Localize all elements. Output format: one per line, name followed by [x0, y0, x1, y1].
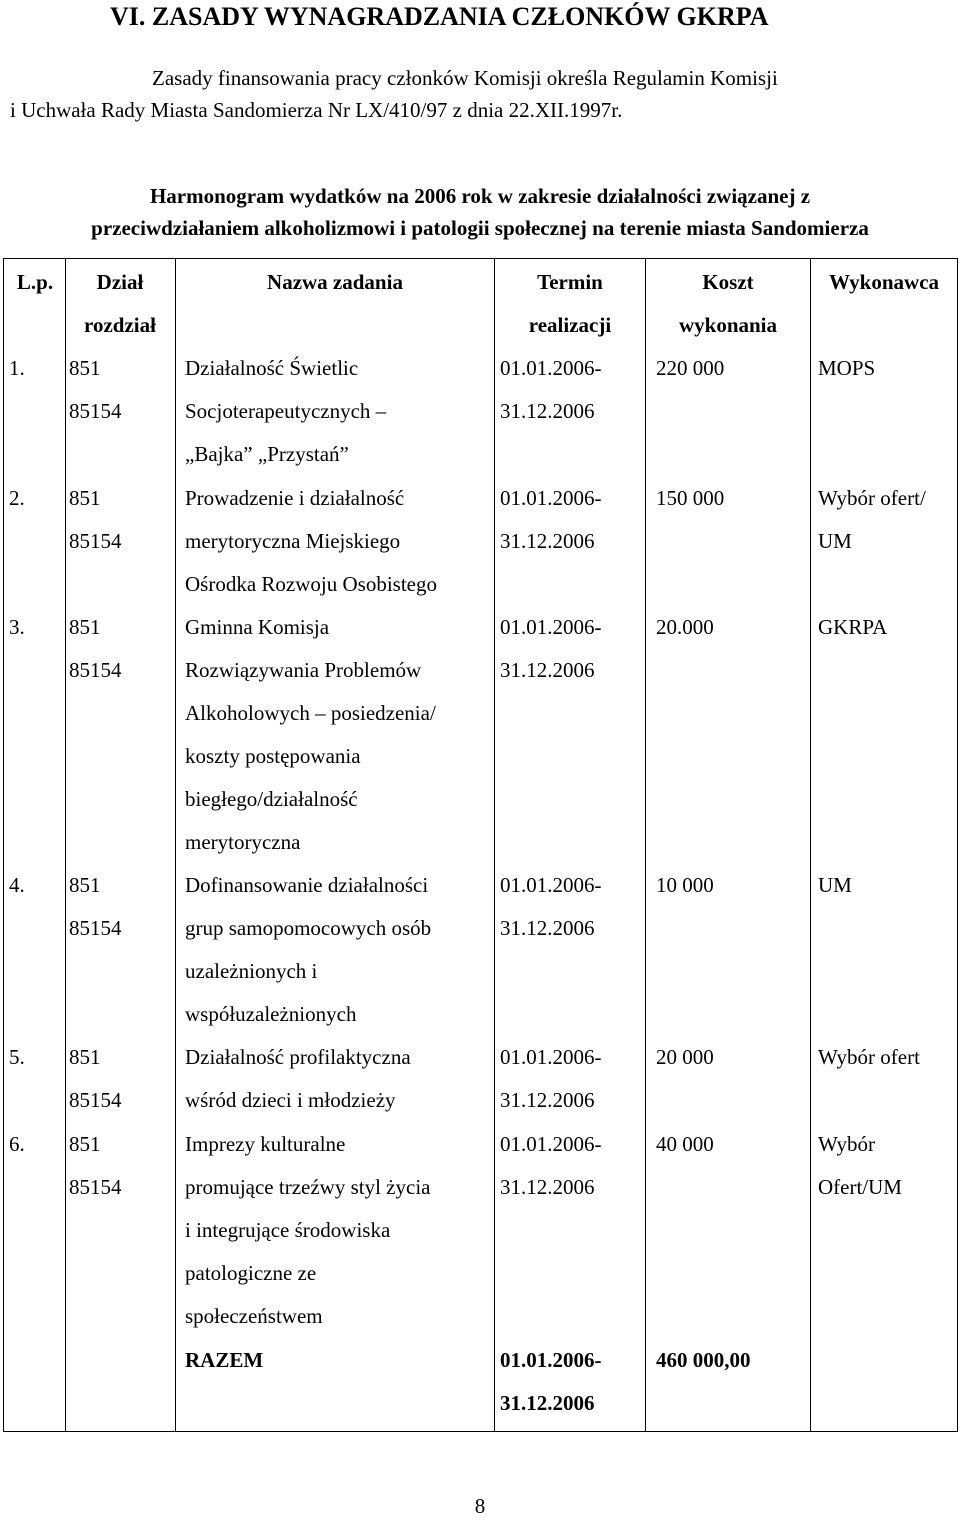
- row-6-nazwa: [185, 1123, 430, 1338]
- termin-do: 31.12.2006: [500, 1175, 595, 1199]
- total-termin-od: 01.01.2006-: [500, 1348, 602, 1372]
- termin-od: 01.01.2006-: [500, 615, 602, 639]
- total-label-text: RAZEM: [185, 1348, 264, 1372]
- wykonawca-line: Ofert/UM: [818, 1175, 902, 1199]
- nazwa-line: Prowadzenie i działalność: [185, 486, 405, 510]
- header-termin-line-2: realizacji: [528, 313, 612, 337]
- row-1-wykonawca: [818, 347, 875, 390]
- nazwa-line: uzależnionych i: [185, 959, 318, 983]
- column-divider: [645, 259, 646, 1431]
- rozdzial-value: 85154: [69, 916, 122, 940]
- row-6-dzial: [69, 1123, 122, 1209]
- nazwa-line: koszty postępowania: [185, 744, 361, 768]
- termin-do: 31.12.2006: [500, 658, 595, 682]
- row-5-dzial: [69, 1036, 122, 1122]
- termin-do: 31.12.2006: [500, 916, 595, 940]
- intro-line-2: i Uchwała Rady Miasta Sandomierza Nr LX/410/97 z dnia 22.XII.1997r.: [10, 98, 623, 122]
- nazwa-line: Działalność profilaktyczna: [185, 1045, 411, 1069]
- lp-value: 2.: [9, 486, 25, 510]
- wykonawca-line: Wybór ofert/: [818, 486, 926, 510]
- row-5-wykonawca: [818, 1036, 920, 1079]
- total-koszt: [656, 1339, 751, 1382]
- koszt-value: 20 000: [656, 1045, 714, 1069]
- lp-value: 4.: [9, 873, 25, 897]
- row-6-lp: [9, 1123, 25, 1166]
- header-koszt-line-2: wykonania: [678, 313, 778, 337]
- nazwa-line: wśród dzieci i młodzieży: [185, 1088, 396, 1112]
- termin-od: 01.01.2006-: [500, 486, 602, 510]
- koszt-value: 20.000: [656, 615, 714, 639]
- dzial-value: 851: [69, 356, 101, 380]
- lp-value: 6.: [9, 1132, 25, 1156]
- row-2-nazwa: [185, 477, 437, 606]
- dzial-value: 851: [69, 615, 101, 639]
- header-koszt: [646, 261, 810, 347]
- header-dzial-line-2: rozdział: [84, 313, 156, 337]
- nazwa-line: merytoryczna Miejskiego: [185, 529, 401, 553]
- row-3-dzial: [69, 606, 122, 692]
- nazwa-line: Socjoterapeutycznych –: [185, 399, 387, 423]
- header-wykonawca-text: Wykonawca: [828, 270, 940, 294]
- total-termin: [500, 1339, 602, 1425]
- row-4-wykonawca: [818, 864, 852, 907]
- expense-schedule-table: [3, 258, 958, 1432]
- rozdzial-value: 85154: [69, 658, 122, 682]
- nazwa-line: i integrujące środowiska: [185, 1218, 391, 1242]
- termin-od: 01.01.2006-: [500, 1045, 602, 1069]
- column-divider: [494, 259, 495, 1431]
- section-heading: VI. ZASADY WYNAGRADZANIA CZŁONKÓW GKRPA: [110, 2, 769, 31]
- row-3-koszt: [656, 606, 714, 649]
- header-wykonawca: [811, 261, 957, 304]
- header-dzial-line-1: Dział: [96, 270, 144, 294]
- koszt-value: 10 000: [656, 873, 714, 897]
- total-koszt-value: 460 000,00: [656, 1348, 751, 1372]
- termin-od: 01.01.2006-: [500, 873, 602, 897]
- row-4-nazwa: [185, 864, 431, 1036]
- row-3-termin: [500, 606, 602, 692]
- header-dzial: [66, 261, 174, 347]
- wykonawca-line: UM: [818, 529, 852, 553]
- column-divider: [65, 259, 66, 1431]
- total-label: [185, 1339, 263, 1382]
- nazwa-line: Gminna Komisja: [185, 615, 330, 639]
- wykonawca-line: MOPS: [818, 356, 876, 380]
- koszt-value: 40 000: [656, 1132, 714, 1156]
- rozdzial-value: 85154: [69, 1088, 122, 1112]
- row-3-nazwa: [185, 606, 436, 864]
- column-divider: [175, 259, 176, 1431]
- wykonawca-line: UM: [818, 873, 852, 897]
- nazwa-line: współuzależnionych: [185, 1002, 357, 1026]
- wykonawca-line: GKRPA: [818, 615, 888, 639]
- wykonawca-line: Wybór: [818, 1132, 876, 1156]
- koszt-value: 150 000: [656, 486, 725, 510]
- termin-do: 31.12.2006: [500, 529, 595, 553]
- row-6-termin: [500, 1123, 602, 1209]
- row-5-termin: [500, 1036, 602, 1122]
- nazwa-line: merytoryczna: [185, 830, 301, 854]
- nazwa-line: promujące trzeźwy styl życia: [185, 1175, 431, 1199]
- row-4-lp: [9, 864, 25, 907]
- row-1-lp: [9, 347, 25, 390]
- row-6-wykonawca: [818, 1123, 902, 1209]
- page-number: 8: [474, 1494, 486, 1518]
- schedule-title-line-1: Harmonogram wydatków na 2006 rok w zakresie działalności związanej z: [149, 184, 811, 208]
- nazwa-line: grup samopomocowych osób: [185, 916, 432, 940]
- schedule-title: [10, 180, 950, 244]
- dzial-value: 851: [69, 873, 101, 897]
- row-4-termin: [500, 864, 602, 950]
- nazwa-line: Dofinansowanie działalności: [185, 873, 429, 897]
- row-1-termin: [500, 347, 602, 433]
- rozdzial-value: 85154: [69, 1175, 122, 1199]
- header-nazwa-text: Nazwa zadania: [267, 270, 403, 294]
- nazwa-line: społeczeństwem: [185, 1304, 323, 1328]
- header-lp-text: L.p.: [16, 270, 54, 294]
- dzial-value: 851: [69, 1132, 101, 1156]
- row-5-lp: [9, 1036, 25, 1079]
- wykonawca-line: Wybór ofert: [818, 1045, 920, 1069]
- header-nazwa: [176, 261, 494, 304]
- row-5-nazwa: [185, 1036, 411, 1122]
- termin-od: 01.01.2006-: [500, 356, 602, 380]
- intro-paragraph: [10, 62, 950, 126]
- koszt-value: 220 000: [656, 356, 725, 380]
- rozdzial-value: 85154: [69, 529, 122, 553]
- nazwa-line: Ośrodka Rozwoju Osobistego: [185, 572, 437, 596]
- dzial-value: 851: [69, 486, 101, 510]
- column-divider: [810, 259, 811, 1431]
- nazwa-line: Imprezy kulturalne: [185, 1132, 346, 1156]
- termin-do: 31.12.2006: [500, 1088, 595, 1112]
- header-termin-line-1: Termin: [537, 270, 603, 294]
- lp-value: 1.: [9, 356, 25, 380]
- row-3-lp: [9, 606, 25, 649]
- row-4-dzial: [69, 864, 122, 950]
- header-termin: [495, 261, 645, 347]
- row-1-koszt: [656, 347, 724, 390]
- row-2-lp: [9, 477, 25, 520]
- nazwa-line: biegłego/działalność: [185, 787, 358, 811]
- lp-value: 5.: [9, 1045, 25, 1069]
- row-6-koszt: [656, 1123, 714, 1166]
- row-1-dzial: [69, 347, 122, 433]
- nazwa-line: Alkoholowych – posiedzenia/: [185, 701, 436, 725]
- header-koszt-line-1: Koszt: [702, 270, 754, 294]
- row-1-nazwa: [185, 347, 386, 476]
- total-termin-do: 31.12.2006: [500, 1391, 595, 1415]
- row-4-koszt: [656, 864, 714, 907]
- row-2-wykonawca: [818, 477, 926, 563]
- termin-do: 31.12.2006: [500, 399, 595, 423]
- dzial-value: 851: [69, 1045, 101, 1069]
- row-2-dzial: [69, 477, 122, 563]
- header-lp: [6, 261, 64, 304]
- nazwa-line: Rozwiązywania Problemów: [185, 658, 422, 682]
- nazwa-line: patologiczne ze: [185, 1261, 317, 1285]
- schedule-title-line-2: przeciwdziałaniem alkoholizmowi i patologii społecznej na terenie miasta Sandomierza: [91, 216, 869, 240]
- intro-line-1: Zasady finansowania pracy członków Komisji określa Regulamin Komisji: [152, 66, 778, 90]
- row-2-koszt: [656, 477, 724, 520]
- row-3-wykonawca: [818, 606, 887, 649]
- rozdzial-value: 85154: [69, 399, 122, 423]
- nazwa-line: „Bajka” „Przystań”: [185, 442, 349, 466]
- row-5-koszt: [656, 1036, 714, 1079]
- termin-od: 01.01.2006-: [500, 1132, 602, 1156]
- nazwa-line: Działalność Świetlic: [185, 356, 359, 380]
- row-2-termin: [500, 477, 602, 563]
- lp-value: 3.: [9, 615, 25, 639]
